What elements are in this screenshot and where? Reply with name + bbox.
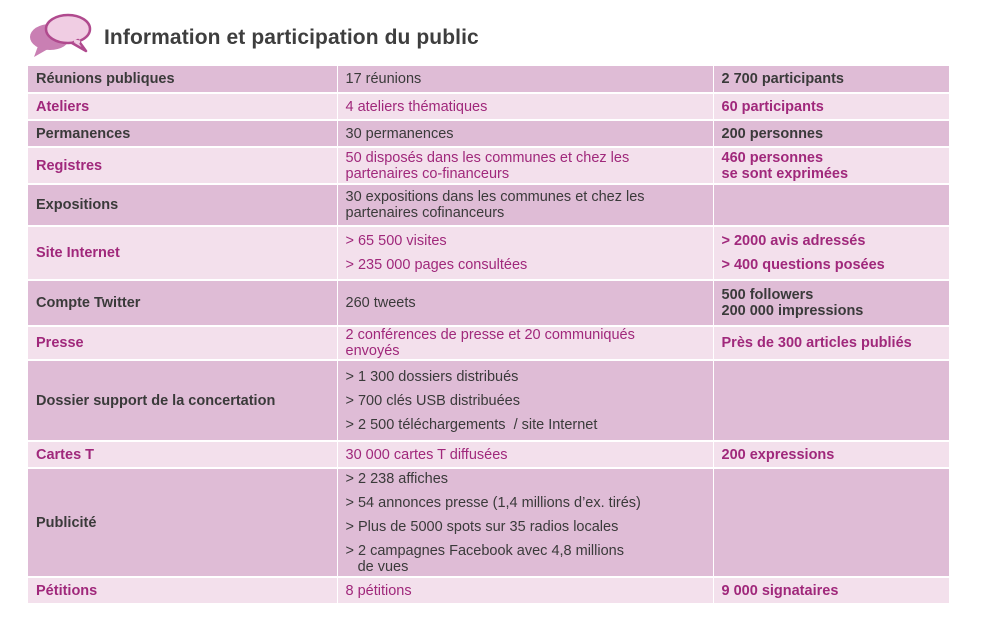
- row-label: Registres: [28, 147, 337, 184]
- result-line: Près de 300 articles publiés: [721, 335, 912, 351]
- table-row: [28, 184, 949, 226]
- row-label: Ateliers: [28, 93, 337, 120]
- row-label: Réunions publiques: [28, 66, 337, 93]
- detail-line: 30 000 cartes T diffusées: [345, 446, 508, 463]
- detail-line: de vues: [345, 558, 409, 575]
- detail-line: 30 permanences: [345, 125, 454, 142]
- detail-line: partenaires co-financeurs: [345, 165, 510, 182]
- row-result: [713, 120, 949, 147]
- page-title: Information et participation du public: [104, 26, 479, 49]
- row-label: Cartes T: [28, 441, 337, 468]
- row-detail: [337, 66, 713, 93]
- row-detail: [337, 226, 713, 280]
- row-label: Compte Twitter: [28, 280, 337, 326]
- row-result: [713, 280, 949, 326]
- detail-line: 17 réunions: [345, 71, 422, 87]
- row-result: [713, 66, 949, 93]
- page-header: [28, 10, 628, 60]
- row-detail: [337, 120, 713, 147]
- detail-line: 4 ateliers thématiques: [345, 98, 488, 115]
- detail-line: > 2 campagnes Facebook avec 4,8 millions: [345, 542, 624, 559]
- row-result: [713, 577, 949, 604]
- row-result: [713, 147, 949, 184]
- row-result: [713, 226, 949, 280]
- row-detail: [337, 184, 713, 226]
- result-line: se sont exprimées: [721, 165, 849, 182]
- row-detail: [337, 147, 713, 184]
- detail-line: 2 conférences de presse et 20 communiqués: [345, 327, 635, 343]
- row-label: Publicité: [28, 468, 337, 577]
- row-result: [713, 441, 949, 468]
- row-result: [713, 360, 949, 441]
- result-line: 60 participants: [721, 98, 824, 115]
- result-line: 200 personnes: [721, 125, 824, 142]
- table-row: [28, 93, 949, 120]
- detail-line: > 2 238 affiches: [345, 470, 449, 487]
- row-detail: [337, 93, 713, 120]
- table-row: [28, 468, 949, 577]
- table-row: [28, 280, 949, 326]
- row-detail: [337, 360, 713, 441]
- row-result: [713, 326, 949, 360]
- table-row: [28, 66, 949, 93]
- participation-table: [28, 66, 949, 605]
- table-row: [28, 120, 949, 147]
- row-result: [713, 184, 949, 226]
- result-line: 200 expressions: [721, 446, 835, 463]
- result-line: 9 000 signataires: [721, 582, 839, 599]
- detail-line: 260 tweets: [345, 295, 416, 311]
- row-label: Presse: [28, 326, 337, 360]
- row-label: Expositions: [28, 184, 337, 226]
- row-detail: [337, 326, 713, 360]
- result-line: > 2000 avis adressés: [721, 233, 866, 249]
- result-line: 200 000 impressions: [721, 303, 864, 319]
- row-detail: [337, 468, 713, 577]
- detail-line: > 700 clés USB distribuées: [345, 392, 520, 409]
- table-row: [28, 441, 949, 468]
- row-result: [713, 93, 949, 120]
- row-detail: [337, 441, 713, 468]
- speech-bubbles-icon: [28, 10, 94, 58]
- table-row: [28, 226, 949, 280]
- detail-line: partenaires cofinanceurs: [345, 205, 505, 221]
- detail-line: 8 pétitions: [345, 582, 412, 599]
- row-detail: [337, 577, 713, 604]
- detail-line: > 2 500 téléchargements / site Internet: [345, 416, 598, 433]
- detail-line: > 235 000 pages consultées: [345, 257, 528, 273]
- detail-line: envoyés: [345, 343, 400, 359]
- row-label: Pétitions: [28, 577, 337, 604]
- result-line: 460 personnes: [721, 149, 824, 166]
- row-label: Dossier support de la concertation: [28, 360, 337, 441]
- detail-line: > 54 annonces presse (1,4 millions d’ex. tirés): [345, 494, 641, 511]
- detail-line: > 65 500 visites: [345, 233, 447, 249]
- detail-line: > 1 300 dossiers distribués: [345, 368, 519, 385]
- detail-line: 30 expositions dans les communes et chez les: [345, 189, 645, 205]
- result-line: > 400 questions posées: [721, 257, 885, 273]
- table-row: [28, 360, 949, 441]
- result-line: 2 700 participants: [721, 71, 844, 87]
- row-detail: [337, 280, 713, 326]
- row-result: [713, 468, 949, 577]
- row-label: Site Internet: [28, 226, 337, 280]
- table-row: [28, 577, 949, 604]
- detail-line: > Plus de 5000 spots sur 35 radios locales: [345, 518, 619, 535]
- table-row: [28, 147, 949, 184]
- detail-line: 50 disposés dans les communes et chez les: [345, 149, 630, 166]
- result-line: 500 followers: [721, 287, 814, 303]
- table-row: [28, 326, 949, 360]
- row-label: Permanences: [28, 120, 337, 147]
